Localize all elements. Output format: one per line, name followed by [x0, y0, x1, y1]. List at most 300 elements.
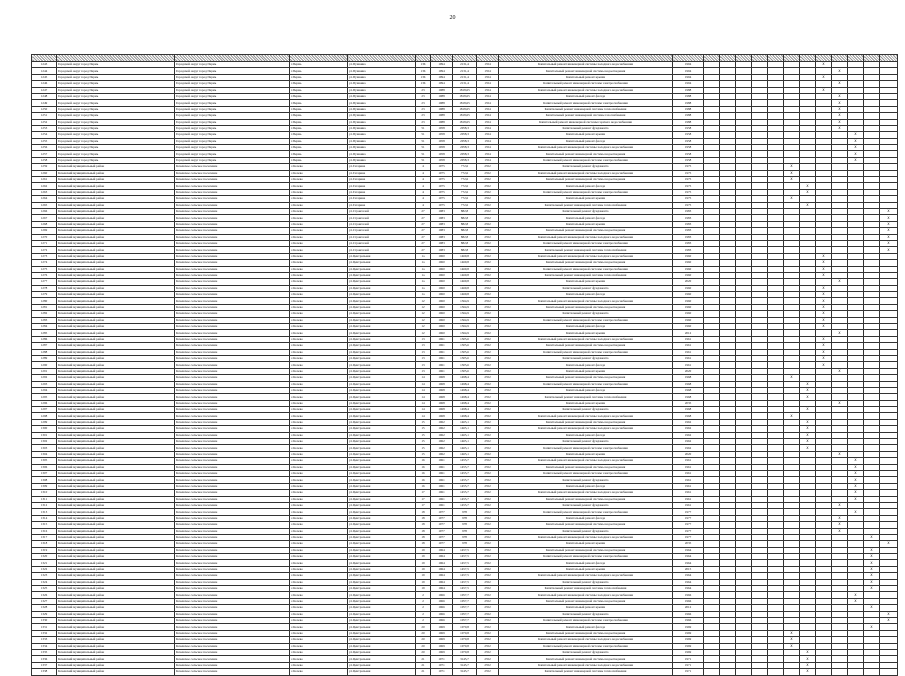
spacer-cell: [752, 669, 768, 675]
district-cell: Кочевский муниципальный район: [57, 221, 175, 227]
planned-year-cell: 1983: [673, 247, 704, 253]
municipality-cell: Кочевское сельское поселение: [175, 426, 290, 432]
district-cell: Кочевский муниципальный район: [57, 202, 175, 208]
district-cell: Городской округ город Пермь: [57, 74, 175, 80]
street-cell: ул.Центральная: [348, 534, 416, 540]
municipality-cell: Кочевское сельское поселение: [175, 566, 290, 572]
municipality-cell: Кочевское сельское поселение: [175, 598, 290, 604]
area-cell: 1364,9: [453, 317, 477, 323]
period-mark-cell: X: [832, 451, 848, 457]
cost-cell: 1354: [477, 62, 499, 68]
period-mark-cell: X: [800, 387, 816, 393]
cost-cell: 2352: [477, 221, 499, 227]
build-year-cell: 1975: [431, 183, 453, 189]
planned-year-cell: 1960: [673, 285, 704, 291]
planned-year-cell: 1962: [673, 439, 704, 445]
period-mark-cell: X: [816, 285, 832, 291]
district-cell: Городской округ город Пермь: [57, 68, 175, 74]
house-number-cell: 1а: [416, 279, 431, 285]
street-cell: ул.Центральная: [348, 458, 416, 464]
cost-cell: 2352: [477, 253, 499, 259]
area-cell: 1457,5: [453, 554, 477, 560]
cost-cell: 2352: [477, 432, 499, 438]
street-cell: ул.Центральная: [348, 586, 416, 592]
row-number-cell: 1296: [32, 400, 57, 406]
settlement-cell: с.Кочево: [290, 656, 348, 662]
build-year-cell: 1968: [431, 400, 453, 406]
cost-cell: 1354: [477, 157, 499, 163]
house-number-cell: 20: [416, 643, 431, 649]
cost-cell: 2352: [477, 272, 499, 278]
period-mark-cell: X: [784, 413, 800, 419]
planned-year-cell: 1969: [673, 630, 704, 636]
cost-cell: 2352: [477, 343, 499, 349]
house-number-cell: 14: [416, 413, 431, 419]
build-year-cell: 1962: [431, 445, 453, 451]
street-cell: ул.Пушкина: [348, 74, 416, 80]
build-year-cell: 1977: [431, 534, 453, 540]
work-type-cell: Капитальный ремонт инженерной системы водоотведения: [499, 375, 673, 381]
municipality-cell: Городской округ город Пермь: [175, 87, 290, 93]
planned-year-cell: 1964: [673, 560, 704, 566]
district-cell: Кочевский муниципальный район: [57, 317, 175, 323]
build-year-cell: 1966: [431, 598, 453, 604]
street-cell: ул.Центральная: [348, 343, 416, 349]
area-cell: 1305,6: [453, 349, 477, 355]
municipality-cell: Кочевское сельское поселение: [175, 304, 290, 310]
municipality-cell: Городской округ город Пермь: [175, 93, 290, 99]
area-cell: 1465,1: [453, 426, 477, 432]
planned-year-cell: 1966: [673, 598, 704, 604]
street-cell: ул.Пушкина: [348, 100, 416, 106]
build-year-cell: 1961: [431, 368, 453, 374]
row-number-cell: 1291: [32, 368, 57, 374]
district-cell: Кочевский муниципальный район: [57, 247, 175, 253]
settlement-cell: с.Кочево: [290, 279, 348, 285]
planned-year-cell: 1968: [673, 413, 704, 419]
area-cell: 3145,7: [453, 669, 477, 675]
street-cell: ул.Центральная: [348, 445, 416, 451]
work-type-cell: Капитальный ремонт инженерной системы электроснабжения: [499, 266, 673, 272]
header-cell: [704, 55, 720, 62]
house-number-cell: 4: [416, 202, 431, 208]
settlement-cell: г.Пермь: [290, 132, 348, 138]
period-mark-cell: X: [832, 68, 848, 74]
period-mark-cell: X: [832, 113, 848, 119]
cost-cell: 2352: [477, 330, 499, 336]
period-mark-cell: X: [880, 215, 898, 221]
municipality-cell: Кочевское сельское поселение: [175, 592, 290, 598]
area-cell: 1457,5: [453, 586, 477, 592]
street-cell: ул.Центральная: [348, 669, 416, 675]
period-mark-cell: X: [816, 336, 832, 342]
work-type-cell: Капитальный ремонт крыши: [499, 400, 673, 406]
work-type-cell: Капитальный ремонт инженерной системы водоотведения: [499, 151, 673, 157]
cost-cell: 2352: [477, 662, 499, 668]
district-cell: Кочевский муниципальный район: [57, 490, 175, 496]
house-number-cell: 16: [416, 483, 431, 489]
area-cell: 1364,9: [453, 330, 477, 336]
house-number-cell: 1а: [416, 272, 431, 278]
district-cell: Кочевский муниципальный район: [57, 439, 175, 445]
row-number-cell: 1266: [32, 208, 57, 214]
planned-year-cell: 1977: [673, 528, 704, 534]
street-cell: ул.Гагарина: [348, 164, 416, 170]
house-number-cell: 18: [416, 528, 431, 534]
district-cell: Кочевский муниципальный район: [57, 649, 175, 655]
table-row: [32, 669, 898, 675]
area-cell: 2131,4: [453, 68, 477, 74]
district-cell: Городской округ город Пермь: [57, 145, 175, 151]
district-cell: Кочевский муниципальный район: [57, 419, 175, 425]
cost-cell: 1354: [477, 100, 499, 106]
municipality-cell: Кочевское сельское поселение: [175, 471, 290, 477]
municipality-cell: Кочевское сельское поселение: [175, 355, 290, 361]
work-type-cell: Капитальный ремонт инженерной системы холодного водоснабжения: [499, 336, 673, 342]
district-cell: Кочевский муниципальный район: [57, 560, 175, 566]
build-year-cell: 1977: [431, 541, 453, 547]
house-number-cell: 1а: [416, 260, 431, 266]
row-number-cell: 1305: [32, 458, 57, 464]
build-year-cell: 1971: [431, 656, 453, 662]
period-mark-cell: X: [800, 419, 816, 425]
row-number-cell: 1288: [32, 349, 57, 355]
period-mark-cell: X: [848, 464, 864, 470]
municipality-cell: Кочевское сельское поселение: [175, 656, 290, 662]
work-type-cell: Капитальный ремонт фундамента: [499, 208, 673, 214]
work-type-cell: Капитальный ремонт инженерной системы холодного водоснабжения: [499, 253, 673, 259]
period-mark-cell: X: [816, 292, 832, 298]
build-year-cell: 1958: [431, 125, 453, 131]
house-number-cell: 27: [416, 215, 431, 221]
street-cell: ул.Центральная: [348, 617, 416, 623]
header-cell: [673, 55, 704, 62]
municipality-cell: Кочевское сельское поселение: [175, 669, 290, 675]
street-cell: ул.Строителей: [348, 228, 416, 234]
planned-year-cell: 1975: [673, 183, 704, 189]
settlement-cell: с.Кочево: [290, 183, 348, 189]
settlement-cell: с.Кочево: [290, 522, 348, 528]
cost-cell: 1354: [477, 93, 499, 99]
period-mark-cell: X: [848, 496, 864, 502]
district-cell: Кочевский муниципальный район: [57, 611, 175, 617]
district-cell: Кочевский муниципальный район: [57, 228, 175, 234]
build-year-cell: 1961: [431, 355, 453, 361]
municipality-cell: Кочевское сельское поселение: [175, 183, 290, 189]
work-type-cell: Капитальный ремонт крыши: [499, 74, 673, 80]
settlement-cell: с.Кочево: [290, 528, 348, 534]
area-cell: 772,6: [453, 177, 477, 183]
area-cell: 1498,4: [453, 387, 477, 393]
row-number-cell: 1269: [32, 228, 57, 234]
work-type-cell: Капитальный ремонт инженерной системы водоотведения: [499, 656, 673, 662]
settlement-cell: с.Кочево: [290, 554, 348, 560]
house-number-cell: 21: [416, 656, 431, 662]
build-year-cell: 1968: [431, 413, 453, 419]
municipality-cell: Городской округ город Пермь: [175, 119, 290, 125]
row-number-cell: 1295: [32, 394, 57, 400]
district-cell: Кочевский муниципальный район: [57, 496, 175, 502]
house-number-cell: 13: [416, 355, 431, 361]
district-cell: Кочевский муниципальный район: [57, 164, 175, 170]
build-year-cell: 1977: [431, 522, 453, 528]
municipality-cell: Кочевское сельское поселение: [175, 496, 290, 502]
planned-year-cell: 1960: [673, 304, 704, 310]
planned-year-cell: 2035: [673, 541, 704, 547]
street-cell: ул.Пушкина: [348, 81, 416, 87]
settlement-cell: с.Кочево: [290, 368, 348, 374]
district-cell: Кочевский муниципальный район: [57, 547, 175, 553]
area-cell: 1469,8: [453, 279, 477, 285]
settlement-cell: с.Кочево: [290, 413, 348, 419]
work-type-cell: Капитальный ремонт инженерной системы электроснабжения: [499, 100, 673, 106]
area-cell: 1305,6: [453, 368, 477, 374]
settlement-cell: с.Кочево: [290, 464, 348, 470]
municipality-cell: Кочевское сельское поселение: [175, 298, 290, 304]
municipality-cell: Кочевское сельское поселение: [175, 528, 290, 534]
cost-cell: 2352: [477, 183, 499, 189]
build-year-cell: 1983: [431, 234, 453, 240]
house-number-cell: 14: [416, 375, 431, 381]
municipality-cell: Кочевское сельское поселение: [175, 560, 290, 566]
municipality-cell: Кочевское сельское поселение: [175, 324, 290, 330]
work-type-cell: Капитальный ремонт фундамента: [499, 611, 673, 617]
period-mark-cell: X: [848, 490, 864, 496]
municipality-cell: Кочевское сельское поселение: [175, 605, 290, 611]
header-cell: [453, 55, 477, 62]
row-number-cell: 1326: [32, 592, 57, 598]
planned-year-cell: 1994: [673, 62, 704, 68]
work-type-cell: Капитальный ремонт фасада: [499, 183, 673, 189]
area-cell: 1498,4: [453, 400, 477, 406]
house-number-cell: 15: [416, 426, 431, 432]
district-cell: Кочевский муниципальный район: [57, 586, 175, 592]
municipality-cell: Кочевское сельское поселение: [175, 445, 290, 451]
planned-year-cell: 1966: [673, 617, 704, 623]
work-type-cell: Капитальный ремонт инженерной системы холодного водоснабжения: [499, 87, 673, 93]
area-cell: 1070,8: [453, 624, 477, 630]
row-number-cell: 1315: [32, 522, 57, 528]
row-number-cell: 1272: [32, 247, 57, 253]
area-cell: 1455,7: [453, 464, 477, 470]
house-number-cell: 23: [416, 113, 431, 119]
header-cell: [431, 55, 453, 62]
house-number-cell: 13: [416, 362, 431, 368]
period-mark-cell: X: [864, 534, 880, 540]
area-cell: 2131,4: [453, 81, 477, 87]
district-cell: Кочевский муниципальный район: [57, 266, 175, 272]
street-cell: ул.Центральная: [348, 656, 416, 662]
row-number-cell: 1248: [32, 93, 57, 99]
planned-year-cell: 1966: [673, 611, 704, 617]
street-cell: ул.Центральная: [348, 285, 416, 291]
work-type-cell: Капитальный ремонт инженерной системы холодного водоснабжения: [499, 413, 673, 419]
period-mark-cell: X: [800, 649, 816, 655]
row-number-cell: 1292: [32, 375, 57, 381]
settlement-cell: с.Кочево: [290, 509, 348, 515]
build-year-cell: 1960: [431, 260, 453, 266]
cost-cell: 1354: [477, 68, 499, 74]
period-mark-cell: X: [816, 317, 832, 323]
settlement-cell: с.Кочево: [290, 611, 348, 617]
street-cell: ул.Центральная: [348, 522, 416, 528]
area-cell: 772,6: [453, 164, 477, 170]
municipality-cell: Кочевское сельское поселение: [175, 279, 290, 285]
build-year-cell: 1975: [431, 196, 453, 202]
cost-cell: 2352: [477, 189, 499, 195]
row-number-cell: 1297: [32, 407, 57, 413]
district-cell: Кочевский муниципальный район: [57, 445, 175, 451]
district-cell: Кочевский муниципальный район: [57, 541, 175, 547]
cost-cell: 2352: [477, 598, 499, 604]
planned-year-cell: 1969: [673, 637, 704, 643]
build-year-cell: 1961: [431, 458, 453, 464]
planned-year-cell: 1968: [673, 387, 704, 393]
row-number-cell: 1276: [32, 272, 57, 278]
street-cell: ул.Центральная: [348, 509, 416, 515]
house-number-cell: 51: [416, 132, 431, 138]
municipality-cell: Кочевское сельское поселение: [175, 221, 290, 227]
settlement-cell: с.Кочево: [290, 343, 348, 349]
street-cell: ул.Пушкина: [348, 113, 416, 119]
area-cell: 1457,5: [453, 579, 477, 585]
settlement-cell: с.Кочево: [290, 298, 348, 304]
work-type-cell: Капитальный ремонт фундамента: [499, 477, 673, 483]
work-type-cell: Капитальный ремонт инженерной системы водоотведения: [499, 496, 673, 502]
row-number-cell: 1324: [32, 579, 57, 585]
settlement-cell: с.Кочево: [290, 662, 348, 668]
area-cell: 1070,8: [453, 637, 477, 643]
street-cell: ул.Центральная: [348, 432, 416, 438]
settlement-cell: с.Кочево: [290, 624, 348, 630]
municipality-cell: Городской округ город Пермь: [175, 68, 290, 74]
header-cell: [499, 55, 673, 62]
build-year-cell: 1969: [431, 624, 453, 630]
area-cell: 1455,7: [453, 471, 477, 477]
street-cell: ул.Гагарина: [348, 170, 416, 176]
period-mark-cell: X: [816, 253, 832, 259]
row-number-cell: 1275: [32, 266, 57, 272]
row-number-cell: 1338: [32, 669, 57, 675]
build-year-cell: 1983: [431, 215, 453, 221]
planned-year-cell: 1977: [673, 515, 704, 521]
cost-cell: 2352: [477, 196, 499, 202]
planned-year-cell: 1988: [673, 100, 704, 106]
work-type-cell: Капитальный ремонт фасада: [499, 515, 673, 521]
work-type-cell: Капитальный ремонт инженерной системы водоотведения: [499, 419, 673, 425]
build-year-cell: 1960: [431, 304, 453, 310]
planned-year-cell: 1960: [673, 266, 704, 272]
area-cell: 882,8: [453, 208, 477, 214]
work-type-cell: Капитальный ремонт фасада: [499, 362, 673, 368]
planned-year-cell: 1977: [673, 522, 704, 528]
planned-year-cell: 1961: [673, 471, 704, 477]
row-number-cell: 1336: [32, 656, 57, 662]
cost-cell: 2352: [477, 566, 499, 572]
build-year-cell: 1960: [431, 324, 453, 330]
area-cell: 1455,7: [453, 483, 477, 489]
area-cell: 1070,8: [453, 630, 477, 636]
house-number-cell: 51: [416, 145, 431, 151]
street-cell: ул.Центральная: [348, 272, 416, 278]
row-number-cell: 1280: [32, 298, 57, 304]
settlement-cell: г.Пермь: [290, 87, 348, 93]
street-cell: ул.Центральная: [348, 336, 416, 342]
work-type-cell: Капитальный ремонт фундамента: [499, 125, 673, 131]
cost-cell: 2352: [477, 324, 499, 330]
street-cell: ул.Строителей: [348, 240, 416, 246]
house-number-cell: 4: [416, 164, 431, 170]
municipality-cell: Кочевское сельское поселение: [175, 534, 290, 540]
area-cell: 1057,7: [453, 611, 477, 617]
row-number-cell: 1304: [32, 451, 57, 457]
build-year-cell: 1977: [431, 515, 453, 521]
cost-cell: 2352: [477, 605, 499, 611]
cost-cell: 1354: [477, 125, 499, 131]
house-number-cell: 2: [416, 617, 431, 623]
district-cell: Кочевский муниципальный район: [57, 285, 175, 291]
house-number-cell: 18: [416, 541, 431, 547]
municipality-cell: Кочевское сельское поселение: [175, 375, 290, 381]
street-cell: ул.Центральная: [348, 662, 416, 668]
street-cell: ул.Пушкина: [348, 138, 416, 144]
work-type-cell: Капитальный ремонт фасада: [499, 432, 673, 438]
area-cell: 1469,8: [453, 266, 477, 272]
planned-year-cell: 1961: [673, 343, 704, 349]
area-cell: 1455,7: [453, 458, 477, 464]
district-cell: Кочевский муниципальный район: [57, 324, 175, 330]
period-mark-cell: X: [832, 81, 848, 87]
build-year-cell: 1966: [431, 605, 453, 611]
area-cell: 978: [453, 541, 477, 547]
cost-cell: 2352: [477, 611, 499, 617]
house-number-cell: 18: [416, 515, 431, 521]
work-type-cell: Капитальный ремонт инженерной системы водоотведения: [499, 598, 673, 604]
settlement-cell: с.Кочево: [290, 617, 348, 623]
municipality-cell: Кочевское сельское поселение: [175, 177, 290, 183]
build-year-cell: 1960: [431, 317, 453, 323]
build-year-cell: 1975: [431, 189, 453, 195]
area-cell: 882,8: [453, 228, 477, 234]
settlement-cell: с.Кочево: [290, 432, 348, 438]
work-type-cell: Капитальный ремонт инженерной системы водоотведения: [499, 522, 673, 528]
district-cell: Кочевский муниципальный район: [57, 292, 175, 298]
settlement-cell: с.Кочево: [290, 483, 348, 489]
planned-year-cell: 2035: [673, 400, 704, 406]
period-mark-cell: X: [848, 592, 864, 598]
settlement-cell: с.Кочево: [290, 490, 348, 496]
work-type-cell: Капитальный ремонт инженерной системы теплоснабжения: [499, 272, 673, 278]
street-cell: ул.Центральная: [348, 630, 416, 636]
area-cell: 3145,7: [453, 662, 477, 668]
area-cell: 1465,1: [453, 445, 477, 451]
cost-cell: 2352: [477, 247, 499, 253]
cost-cell: 1354: [477, 138, 499, 144]
row-number-cell: 1298: [32, 413, 57, 419]
municipality-cell: Кочевское сельское поселение: [175, 311, 290, 317]
period-mark-cell: X: [832, 93, 848, 99]
area-cell: 1455,7: [453, 496, 477, 502]
period-mark-cell: X: [816, 343, 832, 349]
cost-cell: 2352: [477, 579, 499, 585]
planned-year-cell: 1994: [673, 81, 704, 87]
planned-year-cell: 1961: [673, 355, 704, 361]
build-year-cell: 1988: [431, 87, 453, 93]
district-cell: Кочевский муниципальный район: [57, 304, 175, 310]
house-number-cell: 27: [416, 208, 431, 214]
area-cell: 1818,65: [453, 119, 477, 125]
work-type-cell: Капитальный ремонт фасада: [499, 292, 673, 298]
